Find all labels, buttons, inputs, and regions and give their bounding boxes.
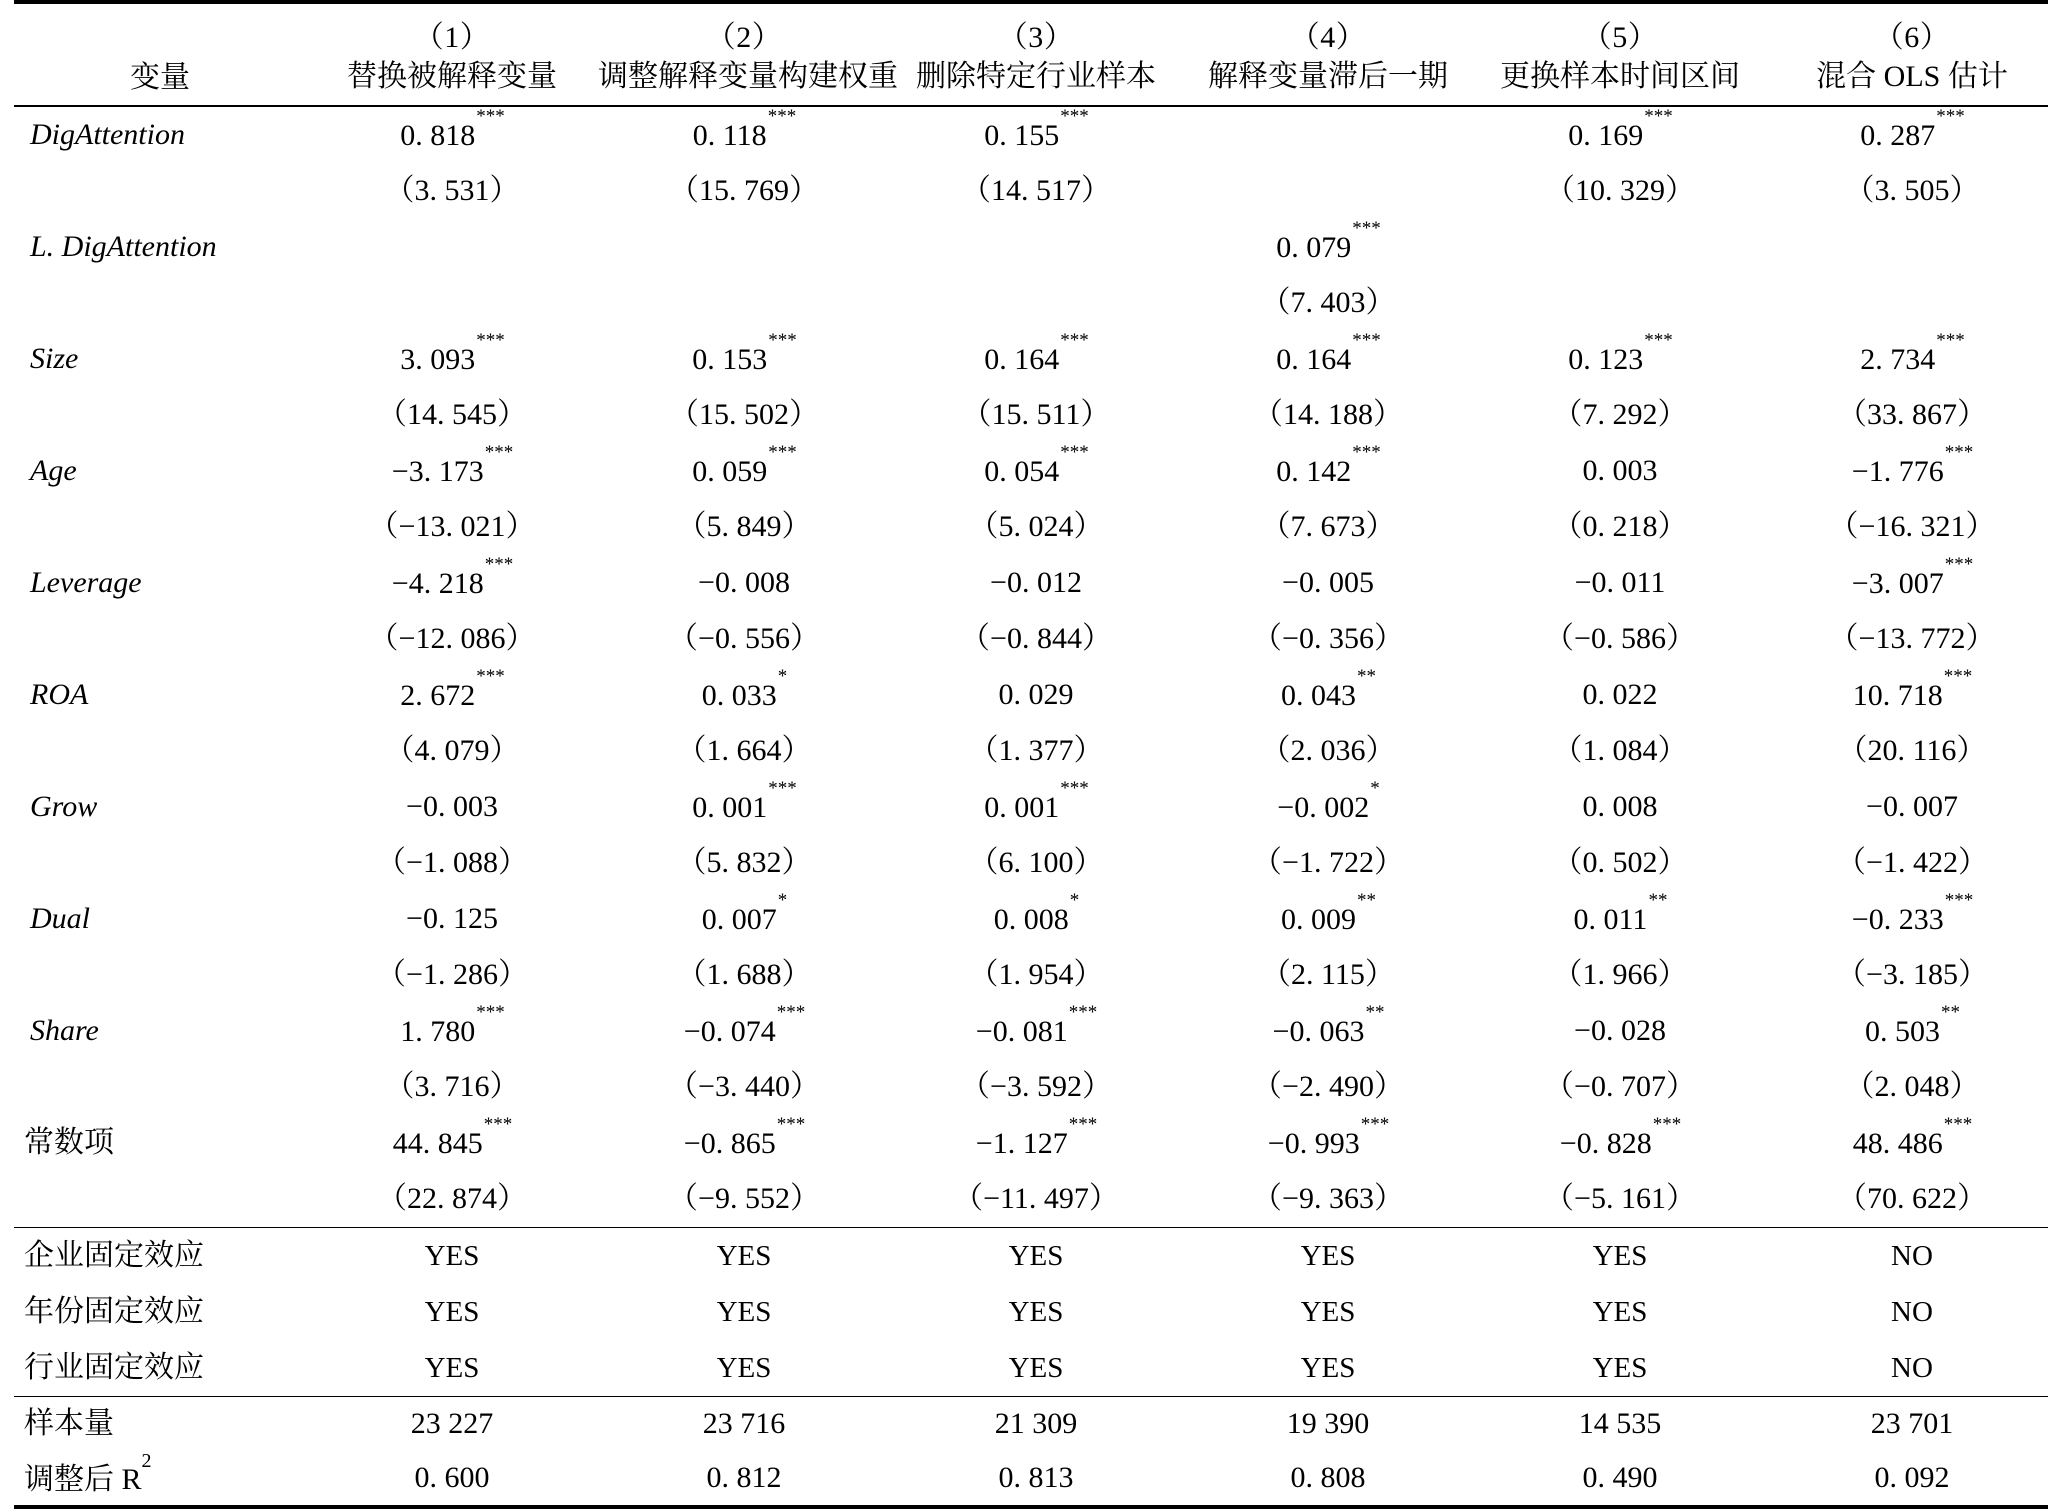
table-row bbox=[14, 779, 2048, 834]
coefficient-value: 0. 169*** bbox=[1568, 105, 1673, 152]
table-row bbox=[14, 274, 2048, 331]
header-column-6 bbox=[1766, 2, 2048, 106]
t-statistic-value: （15. 511） bbox=[961, 397, 1111, 431]
t-statistic-value: （70. 622） bbox=[1766, 1170, 2048, 1228]
variable-name: Age bbox=[30, 453, 77, 487]
t-statistic-value: （−0. 707） bbox=[1544, 1069, 1696, 1103]
t-statistic-value: （−13. 021） bbox=[368, 509, 536, 543]
coefficient-value: 0. 059*** bbox=[692, 441, 797, 488]
t-statistic-value: （5. 024） bbox=[968, 509, 1104, 543]
fixed-effect-label: 行业固定效应 bbox=[24, 1351, 204, 1384]
summary-stat-value: 14 535 bbox=[1474, 1397, 1766, 1452]
coefficient-value bbox=[890, 219, 1182, 274]
coefficient-value: 48. 486*** bbox=[1852, 1113, 1973, 1160]
coefficient-value: −0. 028 bbox=[1574, 1013, 1666, 1047]
fixed-effect-value: YES bbox=[1592, 1352, 1648, 1384]
t-statistic-value: （7. 673） bbox=[1260, 509, 1396, 543]
t-statistic-value: （7. 403） bbox=[1260, 285, 1396, 319]
table-row bbox=[14, 331, 2048, 386]
coefficient-value: −0. 993*** bbox=[1267, 1113, 1390, 1160]
coefficient-value: −0. 063** bbox=[1272, 1001, 1385, 1048]
t-statistic-value: （−3. 185） bbox=[1836, 957, 1988, 991]
table-header bbox=[14, 2, 2048, 106]
t-statistic-value: （0. 502） bbox=[1552, 845, 1688, 879]
variable-name: DigAttention bbox=[30, 117, 185, 151]
t-statistic-value: （14. 545） bbox=[377, 397, 527, 431]
t-statistic-value: （22. 874） bbox=[306, 1170, 598, 1228]
t-statistic-value: （1. 084） bbox=[1552, 733, 1688, 767]
coefficient-value: 0. 009** bbox=[1281, 889, 1376, 936]
header-column-4-number: （4） bbox=[1289, 21, 1367, 54]
coefficient-value: −1. 776*** bbox=[1851, 441, 1974, 488]
t-statistic-value: （3. 716） bbox=[384, 1069, 520, 1103]
variable-name: ROA bbox=[30, 677, 89, 711]
t-statistic-value: （5. 832） bbox=[676, 845, 812, 879]
t-statistic-value: （−5. 161） bbox=[1474, 1170, 1766, 1228]
coefficient-value: 0. 164*** bbox=[984, 329, 1089, 376]
t-statistic-value: （−9. 363） bbox=[1182, 1170, 1474, 1228]
fixed-effect-value: YES bbox=[1300, 1352, 1356, 1384]
coefficient-value: 0. 118*** bbox=[692, 105, 797, 152]
t-statistic-value: （−9. 552） bbox=[598, 1170, 890, 1228]
table-row bbox=[14, 1170, 2048, 1228]
t-statistic-value: （2. 036） bbox=[1260, 733, 1396, 767]
header-column-3 bbox=[890, 2, 1182, 106]
fixed-effect-value: YES bbox=[1008, 1352, 1064, 1384]
coefficient-value bbox=[1182, 106, 1474, 162]
summary-stat-value: 0. 490 bbox=[1474, 1451, 1766, 1507]
t-statistic-value: （14. 517） bbox=[961, 173, 1111, 207]
variable-name-spacer bbox=[14, 610, 306, 667]
t-statistic-value: （−11. 497） bbox=[890, 1170, 1182, 1228]
coefficient-value: 0. 142*** bbox=[1276, 441, 1381, 488]
t-statistic-value: （2. 115） bbox=[1261, 957, 1395, 991]
table-row bbox=[14, 946, 2048, 1003]
header-column-3-desc: 删除特定行业样本 bbox=[916, 60, 1156, 93]
table-row bbox=[14, 667, 2048, 722]
t-statistic-value: （−13. 772） bbox=[1828, 621, 1996, 655]
coefficient-value: 0. 001*** bbox=[984, 777, 1089, 824]
t-statistic-value: （7. 292） bbox=[1552, 397, 1688, 431]
table-row bbox=[14, 162, 2048, 219]
coefficient-value: 10. 718*** bbox=[1852, 665, 1973, 712]
header-column-1-desc: 替换被解释变量 bbox=[347, 60, 557, 93]
fixed-effect-value: YES bbox=[1592, 1296, 1648, 1328]
coefficient-value: 0. 079*** bbox=[1276, 217, 1381, 264]
variable-name: Leverage bbox=[30, 565, 142, 599]
fixed-effect-value: YES bbox=[716, 1352, 772, 1384]
coefficient-value: −0. 003 bbox=[406, 789, 498, 823]
t-statistic-value: （1. 664） bbox=[676, 733, 812, 767]
coefficient-value: 0. 008 bbox=[1582, 789, 1658, 823]
coefficient-value: 0. 029 bbox=[998, 677, 1074, 711]
t-statistic-value: （−12. 086） bbox=[368, 621, 536, 655]
coefficient-value bbox=[1474, 219, 1766, 274]
header-column-2-desc: 调整解释变量构建权重 bbox=[598, 60, 898, 93]
table-row bbox=[14, 1284, 2048, 1340]
t-statistic-value: （3. 505） bbox=[1844, 173, 1980, 207]
coefficient-value: −3. 007*** bbox=[1851, 553, 1974, 600]
coefficient-value: 0. 164*** bbox=[1276, 329, 1381, 376]
t-statistic-value bbox=[1474, 274, 1766, 331]
summary-stat-value: 23 227 bbox=[306, 1397, 598, 1452]
t-statistic-value: （2. 048） bbox=[1844, 1069, 1980, 1103]
fixed-effect-label: 年份固定效应 bbox=[24, 1295, 204, 1328]
t-statistic-value: （−0. 844） bbox=[960, 621, 1112, 655]
header-column-5-desc: 更换样本时间区间 bbox=[1500, 60, 1740, 93]
variable-name-spacer bbox=[14, 1058, 306, 1115]
coefficient-value: 0. 008* bbox=[993, 889, 1080, 936]
coefficient-value: 0. 818*** bbox=[400, 105, 505, 152]
variable-name-spacer bbox=[14, 386, 306, 443]
table-row bbox=[14, 1228, 2048, 1285]
coefficient-value: 0. 503** bbox=[1865, 1001, 1960, 1048]
header-column-4-desc: 解释变量滞后一期 bbox=[1208, 60, 1448, 93]
coefficient-value: 2. 672*** bbox=[400, 665, 505, 712]
t-statistic-value: （20. 116） bbox=[1837, 733, 1987, 767]
summary-stat-value: 19 390 bbox=[1182, 1397, 1474, 1452]
summary-stat-value: 0. 812 bbox=[598, 1451, 890, 1507]
t-statistic-value: （5. 849） bbox=[676, 509, 812, 543]
fixed-effect-value: YES bbox=[1592, 1240, 1648, 1272]
coefficient-value: 0. 011** bbox=[1573, 889, 1668, 936]
coefficient-value: 0. 054*** bbox=[984, 441, 1089, 488]
t-statistic-value: （−1. 088） bbox=[376, 845, 528, 879]
t-statistic-value: （−3. 440） bbox=[668, 1069, 820, 1103]
t-statistic-value bbox=[1766, 274, 2048, 331]
variable-name-spacer bbox=[14, 162, 306, 219]
coefficient-value bbox=[598, 219, 890, 274]
coefficient-value: 0. 003 bbox=[1582, 453, 1658, 487]
header-column-2-number: （2） bbox=[705, 21, 783, 54]
coefficient-value: 0. 123*** bbox=[1568, 329, 1673, 376]
coefficient-value: −0. 005 bbox=[1282, 565, 1374, 599]
coefficient-value: −0. 125 bbox=[406, 901, 498, 935]
t-statistic-value: （−1. 722） bbox=[1252, 845, 1404, 879]
variable-name-spacer bbox=[14, 834, 306, 891]
coefficient-value: 0. 153*** bbox=[692, 329, 797, 376]
variable-name-spacer bbox=[14, 722, 306, 779]
t-statistic-value: （4. 079） bbox=[384, 733, 520, 767]
coefficient-value: 44. 845*** bbox=[392, 1113, 513, 1160]
variable-name-spacer bbox=[14, 274, 306, 331]
table-row bbox=[14, 555, 2048, 610]
coefficient-value: −1. 127*** bbox=[975, 1113, 1098, 1160]
t-statistic-value bbox=[598, 274, 890, 331]
coefficient-value: −0. 008 bbox=[698, 565, 790, 599]
table-row bbox=[14, 498, 2048, 555]
coefficient-value: 0. 033* bbox=[701, 665, 788, 712]
t-statistic-value: （14. 188） bbox=[1253, 397, 1403, 431]
coefficient-value: −0. 074*** bbox=[683, 1001, 806, 1048]
coefficient-value: −0. 012 bbox=[990, 565, 1082, 599]
fixed-effect-value: YES bbox=[716, 1240, 772, 1272]
fixed-effect-value: YES bbox=[716, 1296, 772, 1328]
summary-stat-value: 0. 808 bbox=[1182, 1451, 1474, 1507]
summary-stat-value: 21 309 bbox=[890, 1397, 1182, 1452]
table-row bbox=[14, 386, 2048, 443]
coefficient-value: 0. 022 bbox=[1582, 677, 1658, 711]
variable-name: Grow bbox=[30, 789, 98, 823]
t-statistic-value: （0. 218） bbox=[1552, 509, 1688, 543]
coefficient-value bbox=[306, 219, 598, 274]
t-statistic-value: （6. 100） bbox=[968, 845, 1104, 879]
t-statistic-value: （−2. 490） bbox=[1252, 1069, 1404, 1103]
header-column-4 bbox=[1182, 2, 1474, 106]
table-row bbox=[14, 443, 2048, 498]
table-row bbox=[14, 1397, 2048, 1452]
coefficient-value: 0. 155*** bbox=[984, 105, 1089, 152]
t-statistic-value bbox=[890, 274, 1182, 331]
fixed-effect-value: YES bbox=[424, 1240, 480, 1272]
table-row bbox=[14, 722, 2048, 779]
t-statistic-value: （33. 867） bbox=[1837, 397, 1987, 431]
table-row bbox=[14, 1003, 2048, 1058]
t-statistic-value: （−16. 321） bbox=[1828, 509, 1996, 543]
fixed-effect-label: 企业固定效应 bbox=[24, 1239, 204, 1272]
variable-name: Dual bbox=[30, 901, 90, 935]
t-statistic-value: （1. 954） bbox=[968, 957, 1104, 991]
coefficient-value: −0. 828*** bbox=[1559, 1113, 1682, 1160]
summary-stat-value: 23 701 bbox=[1766, 1397, 2048, 1452]
variable-name-spacer bbox=[14, 1170, 306, 1228]
header-column-6-number: （6） bbox=[1873, 21, 1951, 54]
header-column-6-desc: 混合 OLS 估计 bbox=[1816, 60, 2008, 93]
table-row bbox=[14, 106, 2048, 162]
coefficient-value: −0. 865*** bbox=[683, 1113, 806, 1160]
header-column-3-number: （3） bbox=[997, 21, 1075, 54]
t-statistic-value: （1. 688） bbox=[676, 957, 812, 991]
variable-name: Size bbox=[30, 341, 79, 375]
fixed-effect-value: YES bbox=[1008, 1296, 1064, 1328]
variable-name-spacer bbox=[14, 498, 306, 555]
coefficient-value: −0. 007 bbox=[1866, 789, 1958, 823]
header-column-5-number: （5） bbox=[1581, 21, 1659, 54]
table-row bbox=[14, 834, 2048, 891]
coefficient-value: −0. 011 bbox=[1574, 565, 1666, 599]
t-statistic-value: （10. 329） bbox=[1545, 173, 1695, 207]
coefficient-value bbox=[1766, 219, 2048, 274]
coefficient-value: −0. 002* bbox=[1277, 777, 1380, 824]
variable-name-spacer bbox=[14, 946, 306, 1003]
t-statistic-value: （−1. 422） bbox=[1836, 845, 1988, 879]
fixed-effect-value: YES bbox=[424, 1352, 480, 1384]
summary-stat-label: 调整后 $R^2$ bbox=[14, 1451, 306, 1507]
coefficient-value: 0. 043** bbox=[1281, 665, 1376, 712]
table-row bbox=[14, 219, 2048, 274]
header-column-1 bbox=[306, 2, 598, 106]
header-row bbox=[14, 2, 2048, 106]
t-statistic-value bbox=[306, 274, 598, 331]
t-statistic-value: （−0. 556） bbox=[668, 621, 820, 655]
table-row bbox=[14, 1340, 2048, 1397]
summary-stat-value: 23 716 bbox=[598, 1397, 890, 1452]
coefficient-value: 1. 780*** bbox=[400, 1001, 505, 1048]
t-statistic-value: （−1. 286） bbox=[376, 957, 528, 991]
fixed-effect-value: YES bbox=[424, 1296, 480, 1328]
table-row bbox=[14, 1058, 2048, 1115]
regression-results-table bbox=[14, 0, 2048, 1509]
variable-name: 常数项 bbox=[24, 1125, 114, 1159]
table-row bbox=[14, 610, 2048, 667]
coefficient-value: 0. 287*** bbox=[1860, 105, 1965, 152]
fixed-effect-value: NO bbox=[1891, 1240, 1933, 1272]
t-statistic-value: （15. 502） bbox=[669, 397, 819, 431]
coefficient-value: −3. 173*** bbox=[391, 441, 514, 488]
fixed-effect-value: NO bbox=[1891, 1352, 1933, 1384]
coefficient-value: −4. 218*** bbox=[391, 553, 514, 600]
coefficient-value: −0. 081*** bbox=[975, 1001, 1098, 1048]
t-statistic-value: （15. 769） bbox=[669, 173, 819, 207]
t-statistic-value: （−3. 592） bbox=[960, 1069, 1112, 1103]
coefficient-value: 2. 734*** bbox=[1860, 329, 1965, 376]
header-column-5 bbox=[1474, 2, 1766, 106]
summary-stat-value: 0. 813 bbox=[890, 1451, 1182, 1507]
coefficient-value: 3. 093*** bbox=[400, 329, 505, 376]
t-statistic-value bbox=[1182, 162, 1474, 219]
summary-stat-value: 0. 600 bbox=[306, 1451, 598, 1507]
header-column-1-number: （1） bbox=[413, 21, 491, 54]
t-statistic-value: （1. 966） bbox=[1552, 957, 1688, 991]
t-statistic-value: （3. 531） bbox=[384, 173, 520, 207]
variable-name: L. DigAttention bbox=[30, 229, 217, 263]
coefficient-value: 0. 007* bbox=[701, 889, 788, 936]
summary-stat-value: 0. 092 bbox=[1766, 1451, 2048, 1507]
t-statistic-value: （1. 377） bbox=[968, 733, 1104, 767]
table-body bbox=[14, 106, 2048, 1507]
coefficient-value: 0. 001*** bbox=[692, 777, 797, 824]
header-variable-label: 变量 bbox=[14, 2, 306, 106]
variable-name: Share bbox=[30, 1013, 99, 1047]
t-statistic-value: （−0. 356） bbox=[1252, 621, 1404, 655]
t-statistic-value: （−0. 586） bbox=[1544, 621, 1696, 655]
header-column-2 bbox=[598, 2, 898, 106]
table-row bbox=[14, 1115, 2048, 1170]
fixed-effect-value: YES bbox=[1300, 1296, 1356, 1328]
coefficient-value: −0. 233*** bbox=[1851, 889, 1974, 936]
fixed-effect-value: YES bbox=[1300, 1240, 1356, 1272]
summary-stat-label: 样本量 bbox=[14, 1397, 306, 1452]
fixed-effect-value: YES bbox=[1008, 1240, 1064, 1272]
fixed-effect-value: NO bbox=[1891, 1296, 1933, 1328]
table-row bbox=[14, 891, 2048, 946]
table-row bbox=[14, 1451, 2048, 1507]
